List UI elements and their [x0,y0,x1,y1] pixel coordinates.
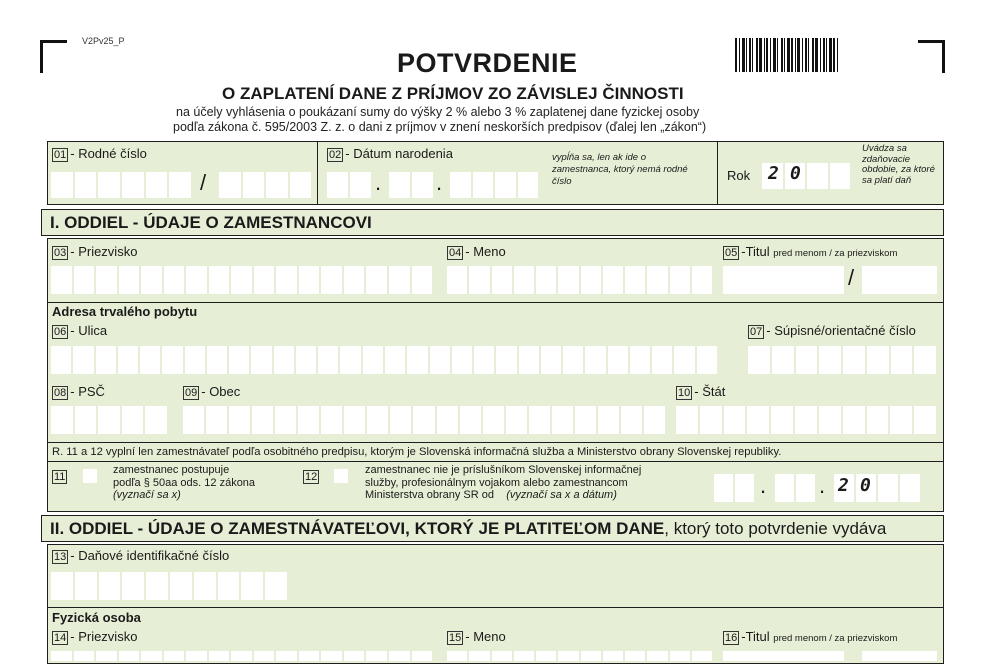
person-divider [47,607,944,608]
field-12-checkbox[interactable] [334,469,348,483]
address-divider [47,302,944,303]
title-after-input[interactable] [862,266,937,294]
tax-id-input[interactable] [51,572,287,600]
section-1-title: I. ODDIEL - ÚDAJE O ZAMESTNANCOVI [41,209,944,236]
address-heading: Adresa trvalého pobytu [52,304,198,319]
field-12-label: 12 [305,471,318,483]
tax-year-note: Uvádza sa zdaňovacie obdobie, za ktoré sa platí daň [862,143,935,186]
birth-number-slash: / [200,170,207,195]
birth-number-suffix-input[interactable] [219,172,311,198]
field-13-label: 13 - Daňové identifikačné číslo [54,548,230,563]
field-06-label: 06 - Ulica [54,323,108,338]
since-date-month-input[interactable] [775,474,815,502]
street-input[interactable] [51,346,717,374]
field-11-checkbox[interactable] [83,469,97,483]
employer-title-after-input[interactable] [862,651,937,661]
section-2-title: II. ODDIEL - ÚDAJE O ZAMESTNÁVATEĽOVI, KTORÝ JE PLATITEĽOM DANE, ktorý toto potvrdenie vydáva [41,515,944,542]
country-input[interactable] [676,406,936,434]
year-label: Rok [727,168,751,183]
birth-number-prefix-input[interactable] [51,172,191,198]
field-08-label: 08 - PSČ [54,384,105,399]
since-date-year-digit-2: 0 [860,475,871,496]
field-15-label: 15 - Meno [449,629,506,644]
since-date-dot-2: . [819,473,826,498]
rows-11-12-note: R. 11 a 12 vyplní len zamestnávateľ podľa osobitného predpisu, ktorým je Slovenská informačná služba a Ministerstvo obrany Slovenskej republiky. [52,446,782,458]
since-date-dot-1: . [760,473,767,498]
form-code: V2Pv25_P [82,36,125,46]
corner-mark-top-right [918,40,945,73]
postal-code-input[interactable] [51,406,167,434]
house-number-input[interactable] [748,346,936,374]
natural-person-heading: Fyzická osoba [52,610,141,625]
description-line-1: na účely vyhlásenia o poukázaní sumy do výšky 2 % alebo 3 % zaplatenej dane fyzickej osoby [176,105,700,119]
field-12-text: zamestnanec nie je príslušníkom Slovenskej informačnej služby, profesionálnym vojakom alebo zamestnancom Ministerstva obrany SR od (vyznačí sa x a dátum) [365,464,642,501]
since-date-year-digit-1: 2 [838,475,849,496]
title-before-input[interactable] [723,266,844,294]
note-divider-2 [47,461,944,462]
form-title: POTVRDENIE [397,48,578,78]
tax-year-digit-1: 2 [768,163,779,184]
birth-date-year-input[interactable] [450,172,538,198]
employer-title-before-input[interactable] [723,651,844,661]
birth-date-month-input[interactable] [389,172,433,198]
birth-date-day-input[interactable] [327,172,371,198]
field-04-label: 04 - Meno [449,244,506,259]
surname-input[interactable] [51,266,432,294]
employer-first-name-input[interactable] [447,651,712,661]
field-03-label: 03 - Priezvisko [54,244,138,259]
first-name-input[interactable] [447,266,712,294]
title-slash: / [848,265,855,290]
barcode [735,38,883,72]
field-02-note: vypĺňa sa, len ak ide o zamestnanca, ktorý nemá rodné číslo [552,152,688,187]
field-11-label: 11 [54,471,66,483]
form-subtitle: O ZAPLATENÍ DANE Z PRÍJMOV ZO ZÁVISLEJ ČINNOSTI [222,84,684,103]
employer-surname-input[interactable] [51,651,432,661]
field-05-label: 05 -Titul pred menom / za priezviskom [725,244,898,259]
field-07-label: 07 - Súpisné/orientačné číslo [750,323,916,338]
city-input[interactable] [183,406,665,434]
tax-year-digit-2: 0 [790,163,801,184]
field-09-label: 09 - Obec [185,384,241,399]
since-date-day-input[interactable] [714,474,754,502]
field-14-label: 14 - Priezvisko [54,629,138,644]
birth-date-dot-1: . [375,170,382,195]
field-16-label: 16 -Titul pred menom / za priezviskom [725,629,898,644]
corner-mark-top-left [40,40,67,73]
note-divider [47,442,944,443]
field-11-text: zamestnanec postupuje podľa § 50aa ods. 12 zákona (vyznačí sa x) [113,464,256,501]
description-line-2: podľa zákona č. 595/2003 Z. z. o dani z príjmov v znení neskorších predpisov (ďalej len „zákon“) [173,120,707,134]
field-02-label: 02 - Dátum narodenia [329,146,453,161]
birth-date-dot-2: . [436,170,443,195]
field-01-label: 01 - Rodné číslo [54,146,147,161]
field-10-label: 10 - Štát [678,384,726,399]
